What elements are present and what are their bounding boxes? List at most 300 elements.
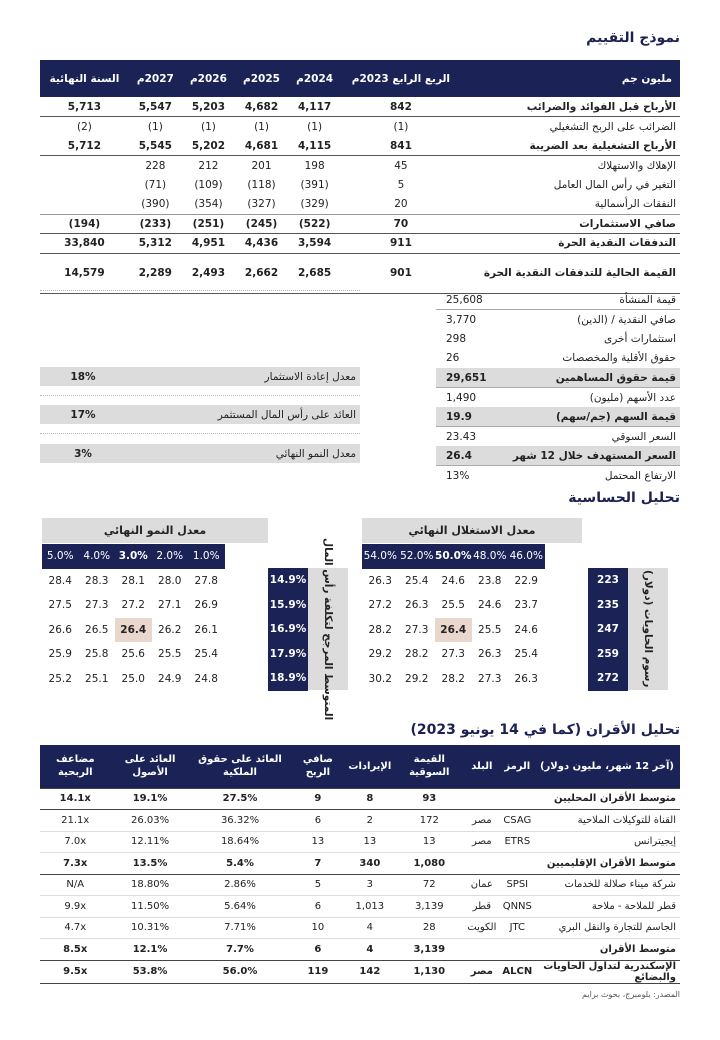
grid-cell: 29.2 [368, 648, 392, 660]
row-value: 298 [446, 332, 467, 345]
table-row [436, 310, 680, 330]
table-cell: 4 [345, 917, 394, 939]
table-row [436, 466, 680, 486]
equity-bridge-table [436, 290, 680, 485]
table-cell: 2 [345, 810, 394, 832]
table-cell: 3,139 [394, 896, 464, 918]
table-cell: 18.64% [190, 831, 291, 853]
table-cell: (391) [300, 178, 329, 191]
sensitivity-title: تحليل الحساسية [568, 490, 680, 506]
table-cell: 28 [394, 917, 464, 939]
table-cell [40, 156, 129, 176]
table-row [436, 427, 680, 447]
table-cell: ALCN [499, 960, 535, 983]
table-cell [499, 853, 535, 875]
grid-cell: 27.3 [405, 623, 429, 636]
grid-row [42, 618, 225, 643]
grid-cell: 28.0 [158, 574, 182, 587]
table-cell: 14,579 [40, 253, 129, 293]
grid-col-header: 52.0% [399, 544, 436, 569]
grid-cell: 26.3 [514, 672, 538, 685]
row-label: حقوق الأقلية والمخصصات [562, 352, 676, 365]
table-cell: 3,139 [394, 939, 464, 961]
table-cell: (522) [288, 214, 341, 234]
ratio-label: معدل النمو النهائي [275, 447, 356, 460]
table-cell: 70 [341, 214, 461, 234]
table-cell: ETRS [499, 831, 535, 853]
table-cell: 93 [394, 788, 464, 810]
grid-cell: 25.4 [514, 648, 538, 660]
grid-row [362, 569, 545, 594]
table-cell: 13 [345, 831, 394, 853]
ratio-reinvestment [40, 367, 360, 386]
table-cell: 36.32% [190, 810, 291, 832]
grid-cell: 27.5 [48, 599, 72, 611]
table-cell: 7 [290, 853, 345, 875]
grid-row [42, 642, 225, 667]
grid-cell: 24.8 [194, 672, 218, 685]
grid-cell: 23.7 [514, 599, 538, 611]
table-row [40, 939, 680, 961]
grid-row-header: 235 [597, 598, 619, 611]
row-value: 13% [446, 469, 470, 482]
column-header: الرمز [504, 760, 531, 772]
grid-cell: 26.5 [85, 623, 109, 636]
table-cell: 5,712 [40, 136, 129, 156]
table-cell: 14.1x [40, 788, 110, 810]
table-cell: 8 [345, 788, 394, 810]
table-cell: 72 [394, 874, 464, 896]
table-cell: 7.0x [40, 831, 110, 853]
table-cell: QNNS [499, 896, 535, 918]
grid-col-header: 5.0% [42, 544, 79, 569]
table-row [436, 349, 680, 369]
divider [40, 395, 360, 396]
table-cell: (390) [129, 195, 182, 215]
table-row [40, 831, 680, 853]
grid-cell: 25.2 [48, 672, 72, 685]
table-cell [464, 853, 499, 875]
grid-cell: 27.1 [158, 599, 182, 611]
table-cell [499, 939, 535, 961]
table-cell: 172 [394, 810, 464, 832]
column-header: القيمة السوقية [409, 754, 450, 779]
table-cell: مصر [464, 960, 499, 983]
table-cell: (194) [40, 214, 129, 234]
table-cell: 56.0% [190, 960, 291, 983]
grid-cell: 24.9 [158, 672, 182, 685]
table-row [40, 214, 680, 234]
row-label: استثمارات أخرى [604, 332, 676, 345]
table-cell: 201 [251, 159, 272, 172]
grid-cell: 26.2 [158, 623, 182, 636]
grid-row-header: 223 [597, 574, 619, 586]
row-label: القيمة الحالية للتدفقات النقدية الحرة [461, 253, 680, 293]
grid-header-row [362, 544, 545, 569]
grid-row-header: 247 [597, 623, 619, 635]
grid-cell: 25.1 [85, 672, 109, 685]
table-row [40, 175, 680, 195]
table-row [436, 446, 680, 466]
table-row [40, 117, 680, 137]
wacc-values [268, 568, 308, 691]
table-cell: 3 [345, 874, 394, 896]
grid-cell: 27.8 [194, 574, 218, 587]
table-row [40, 195, 680, 215]
grid-cell: 28.3 [85, 574, 109, 587]
table-cell: 1,130 [394, 960, 464, 983]
column-header: 2024م [296, 72, 334, 85]
grid-cell: 28.2 [405, 648, 429, 660]
container-fee-label-text: رسوم الحاويات (دولار) [642, 570, 654, 688]
table-cell: (2) [76, 120, 92, 133]
grid-cell: 26.3 [368, 574, 392, 587]
grid-cell: 26.4 [435, 618, 472, 643]
table-cell: 4,436 [235, 234, 288, 254]
table-cell: 228 [145, 159, 166, 172]
table-cell: JTC [499, 917, 535, 939]
row-value: 3,770 [446, 313, 477, 326]
table-cell: 4,681 [235, 136, 288, 156]
table-row [40, 156, 680, 176]
row-label: السعر السوقي [611, 430, 676, 443]
table-cell: 5,203 [182, 97, 235, 117]
wacc-label [308, 537, 348, 721]
column-header: 2026م [189, 72, 227, 85]
table-cell: 5,202 [182, 136, 235, 156]
table-cell: الكويت [464, 917, 499, 939]
grid-row [362, 667, 545, 692]
table-cell: 198 [304, 159, 325, 172]
grid-cell: 25.8 [85, 648, 109, 660]
column-header: (آخر 12 شهر، مليون دولار) [539, 760, 674, 772]
row-label: النفقات الرأسمالية [461, 195, 680, 215]
table-cell: 5 [290, 874, 345, 896]
grid-col-header: 48.0% [472, 544, 509, 569]
ratio-value: 18% [70, 370, 96, 383]
grid-cell: 30.2 [368, 672, 392, 685]
table-cell: 5,545 [129, 136, 182, 156]
row-label: الأرباح التشغيلية بعد الضريبة [461, 136, 680, 156]
table-cell: 5,547 [129, 97, 182, 117]
table-cell: 2,493 [182, 253, 235, 293]
table-cell: 7.71% [190, 917, 291, 939]
grid-cell: 25.6 [121, 648, 145, 660]
grid-cell: 28.1 [121, 574, 145, 587]
grid-cell: 25.4 [194, 648, 218, 660]
row-label: الأرباح قبل الفوائد والضرائب [461, 97, 680, 117]
table-cell [464, 788, 499, 810]
table-cell: (1) [307, 120, 323, 133]
table-row [40, 788, 680, 810]
grid-header-row [42, 544, 225, 569]
table-row [436, 329, 680, 349]
wacc-label-text: المتوسط المرجح لتكلفة رأس المال [322, 537, 334, 721]
table-cell: 2,662 [235, 253, 288, 293]
table-cell: 26.03% [110, 810, 189, 832]
column-header: 2025م [243, 72, 280, 85]
table-cell: 3,594 [288, 234, 341, 254]
divider [40, 290, 360, 291]
table-row [436, 388, 680, 408]
row-label: الإهلاك والاستهلاك [597, 159, 676, 172]
ratio-terminal-growth [40, 444, 360, 463]
table-row [436, 290, 680, 310]
column-header: مليون جم [621, 72, 672, 85]
grid-col-header: 4.0% [79, 544, 116, 569]
table-cell: 21.1x [40, 810, 110, 832]
grid-cell: 27.3 [478, 672, 502, 685]
grid-row [362, 618, 545, 643]
row-value: 1,490 [446, 391, 477, 404]
table-cell: 6 [290, 896, 345, 918]
grid-row [42, 667, 225, 692]
grid-cell: 26.9 [194, 599, 218, 611]
grid-cell: 27.3 [441, 648, 465, 660]
table-cell: 19.1% [110, 788, 189, 810]
table-row [40, 960, 680, 983]
table-cell: (1) [393, 120, 409, 133]
table-cell: 7.7% [190, 939, 291, 961]
grid-cell: 26.3 [478, 648, 502, 660]
grid-cell: 27.3 [85, 599, 109, 611]
table-cell: 11.50% [110, 896, 189, 918]
row-label: الارتفاع المحتمل [604, 469, 676, 482]
table-cell: 901 [341, 253, 461, 293]
table-row [40, 853, 680, 875]
table-cell: 9 [290, 788, 345, 810]
table-row [40, 253, 680, 293]
table-row [40, 810, 680, 832]
row-label: قيمة المنشأة [506, 290, 680, 310]
source-note: المصدر: بلومبرج، بحوث برايم [582, 990, 680, 999]
table-cell: (327) [235, 195, 288, 215]
table-cell: 33,840 [40, 234, 129, 254]
table-cell: SPSI [499, 874, 535, 896]
grid-cell: 26.6 [48, 623, 72, 636]
table-cell: 4 [345, 939, 394, 961]
row-label: السعر المستهدف خلال 12 شهر [506, 446, 680, 466]
table-cell: N/A [40, 874, 110, 896]
grid-col-header: 1.0% [188, 544, 225, 569]
table-cell: (233) [129, 214, 182, 234]
table-row [40, 874, 680, 896]
divider [40, 433, 360, 434]
grid-col-header: 2.0% [152, 544, 189, 569]
grid-row [42, 593, 225, 618]
grid-row [362, 642, 545, 667]
row-label: صافي الاستثمارات [461, 214, 680, 234]
grid-cell: 25.4 [405, 574, 429, 587]
table-cell: (1) [200, 120, 216, 133]
table-cell: 1,080 [394, 853, 464, 875]
table-cell: 2.86% [190, 874, 291, 896]
table-cell: 13 [290, 831, 345, 853]
grid-cell: 25.5 [158, 648, 182, 660]
table-cell: 5,713 [40, 97, 129, 117]
table-cell: مصر [464, 831, 499, 853]
grid-cell: 29.2 [405, 672, 429, 685]
grid-cell: 24.6 [514, 623, 538, 636]
table-cell: 340 [345, 853, 394, 875]
table-cell: 5 [397, 178, 405, 191]
column-header: مضاعف الربحية [55, 754, 95, 779]
table-cell: CSAG [499, 810, 535, 832]
row-label: عدد الأسهم (مليون) [589, 391, 676, 404]
column-header: العائد على حقوق الملكية [198, 754, 282, 779]
table-cell: 4,115 [288, 136, 341, 156]
table-cell: 8.5x [40, 939, 110, 961]
table-row [40, 136, 680, 156]
grid-cell: 25.0 [121, 672, 145, 685]
table-cell: 10.31% [110, 917, 189, 939]
table-cell: 5.64% [190, 896, 291, 918]
table-cell: 53.8% [110, 960, 189, 983]
row-label: متوسط الأقران الإقليميين [535, 853, 680, 875]
table-cell: 20 [341, 195, 461, 215]
grid-row-header: 15.9% [269, 598, 307, 611]
grid-col-header: 46.0% [508, 544, 545, 569]
grid-row-header: 18.9% [269, 672, 307, 684]
table-cell: 842 [341, 97, 461, 117]
grid-row-header: 17.9% [269, 647, 307, 660]
table-cell: 1,013 [345, 896, 394, 918]
table-cell: (354) [182, 195, 235, 215]
grid-row [362, 593, 545, 618]
column-header: العائد على الأصول [124, 754, 176, 779]
table-cell: مصر [464, 810, 499, 832]
grid-col-header: 50.0% [435, 544, 472, 569]
grid-cell: 24.6 [478, 599, 502, 611]
row-value: 25,608 [436, 290, 506, 310]
table-cell: عمان [464, 874, 499, 896]
table-row [40, 917, 680, 939]
ratio-label: معدل إعادة الاستثمار [264, 370, 356, 383]
table-cell: 142 [345, 960, 394, 983]
table-cell: 4,117 [288, 97, 341, 117]
row-label: إيجيترانس [535, 831, 680, 853]
table-cell: 212 [198, 159, 219, 172]
utilization-header: معدل الاستغلال النهائي [362, 518, 582, 543]
column-header: الربع الرابع 2023م [351, 72, 451, 85]
table-cell: 6 [290, 810, 345, 832]
grid-cell: 28.2 [441, 672, 465, 685]
grid-cell: 25.9 [48, 648, 72, 660]
table-row [40, 97, 680, 117]
row-label: التدفقات النقدية الحرة [461, 234, 680, 254]
valuation-title: نموذج التقييم [586, 30, 680, 46]
grid-cell: 25.5 [478, 623, 502, 636]
table-cell: 13 [394, 831, 464, 853]
row-label: التغير في رأس المال العامل [553, 178, 676, 191]
table-cell: (71) [144, 178, 167, 191]
table-cell: 27.5% [190, 788, 291, 810]
table-row [40, 234, 680, 254]
table-cell: 9.9x [40, 896, 110, 918]
table-cell: (245) [235, 214, 288, 234]
table-cell [464, 939, 499, 961]
table-cell: 2,685 [288, 253, 341, 293]
table-cell: 18.80% [110, 874, 189, 896]
table-cell: 119 [290, 960, 345, 983]
grid-cell: 27.2 [121, 599, 145, 611]
row-label: الجاسم للتجارة والنقل البري [535, 917, 680, 939]
row-label: قيمة السهم (جم/سهم) [506, 407, 680, 427]
table-cell: 13.5% [110, 853, 189, 875]
grid-cell: 28.2 [368, 623, 392, 636]
table-cell: (118) [247, 178, 276, 191]
row-value: 29,651 [436, 368, 506, 388]
table-cell: 6 [290, 939, 345, 961]
table-cell: (251) [182, 214, 235, 234]
table-cell: 4,951 [182, 234, 235, 254]
container-fee-values [588, 568, 628, 691]
column-header: صافي الربح [302, 754, 333, 779]
row-value: 23.43 [446, 430, 477, 443]
ratio-roic [40, 405, 360, 424]
table-cell: 4.7x [40, 917, 110, 939]
grid-row-header: 272 [597, 672, 619, 684]
table-cell: 9.5x [40, 960, 110, 983]
row-value: 19.9 [436, 407, 506, 427]
table-cell [40, 175, 129, 195]
peers-table [40, 745, 680, 984]
row-label: قيمة حقوق المساهمين [506, 368, 680, 388]
row-value: 26 [446, 352, 460, 365]
table-cell: 10 [290, 917, 345, 939]
grid-row [42, 569, 225, 594]
grid-row-header: 259 [597, 647, 619, 660]
grid-col-header: 54.0% [362, 544, 399, 569]
grid-cell: 27.2 [368, 599, 392, 611]
row-value: 26.4 [436, 446, 506, 466]
grid-cell: 23.8 [478, 574, 502, 587]
table-row [40, 896, 680, 918]
table-cell: 45 [394, 159, 408, 172]
table-cell: 5,312 [129, 234, 182, 254]
utilization-grid [362, 544, 545, 691]
peers-title: تحليل الأقران (كما في 14 يونيو 2023) [410, 722, 680, 738]
column-header: الإيرادات [348, 760, 392, 772]
ratio-value: 3% [74, 447, 92, 460]
column-header: السنة النهائية [49, 72, 120, 85]
row-label: متوسط الأقران المحليين [535, 788, 680, 810]
table-cell: 12.11% [110, 831, 189, 853]
table-cell: (329) [288, 195, 341, 215]
valuation-header-row [40, 60, 680, 97]
table-cell: (1) [254, 120, 269, 133]
growth-header: معدل النمو النهائي [42, 518, 268, 543]
column-header: البلد [471, 760, 493, 772]
grid-cell: 26.1 [194, 623, 218, 636]
row-label: الضرائب على الربح التشغيلي [549, 120, 676, 133]
row-label: متوسط الأقران [535, 939, 680, 961]
table-cell: 911 [341, 234, 461, 254]
grid-cell: 26.3 [405, 599, 429, 611]
table-cell: 5.4% [190, 853, 291, 875]
table-cell: (109) [194, 178, 223, 191]
grid-row-header: 14.9% [269, 574, 307, 586]
valuation-table [40, 60, 680, 294]
table-cell: 841 [341, 136, 461, 156]
table-cell [40, 195, 129, 215]
table-cell: 4,682 [235, 97, 288, 117]
table-cell: قطر [464, 896, 499, 918]
table-cell: 2,289 [129, 253, 182, 293]
row-label: الإسكندرية لتداول الحاويات والبضائع [535, 960, 680, 983]
table-cell: 12.1% [110, 939, 189, 961]
grid-cell: 25.5 [441, 599, 465, 611]
